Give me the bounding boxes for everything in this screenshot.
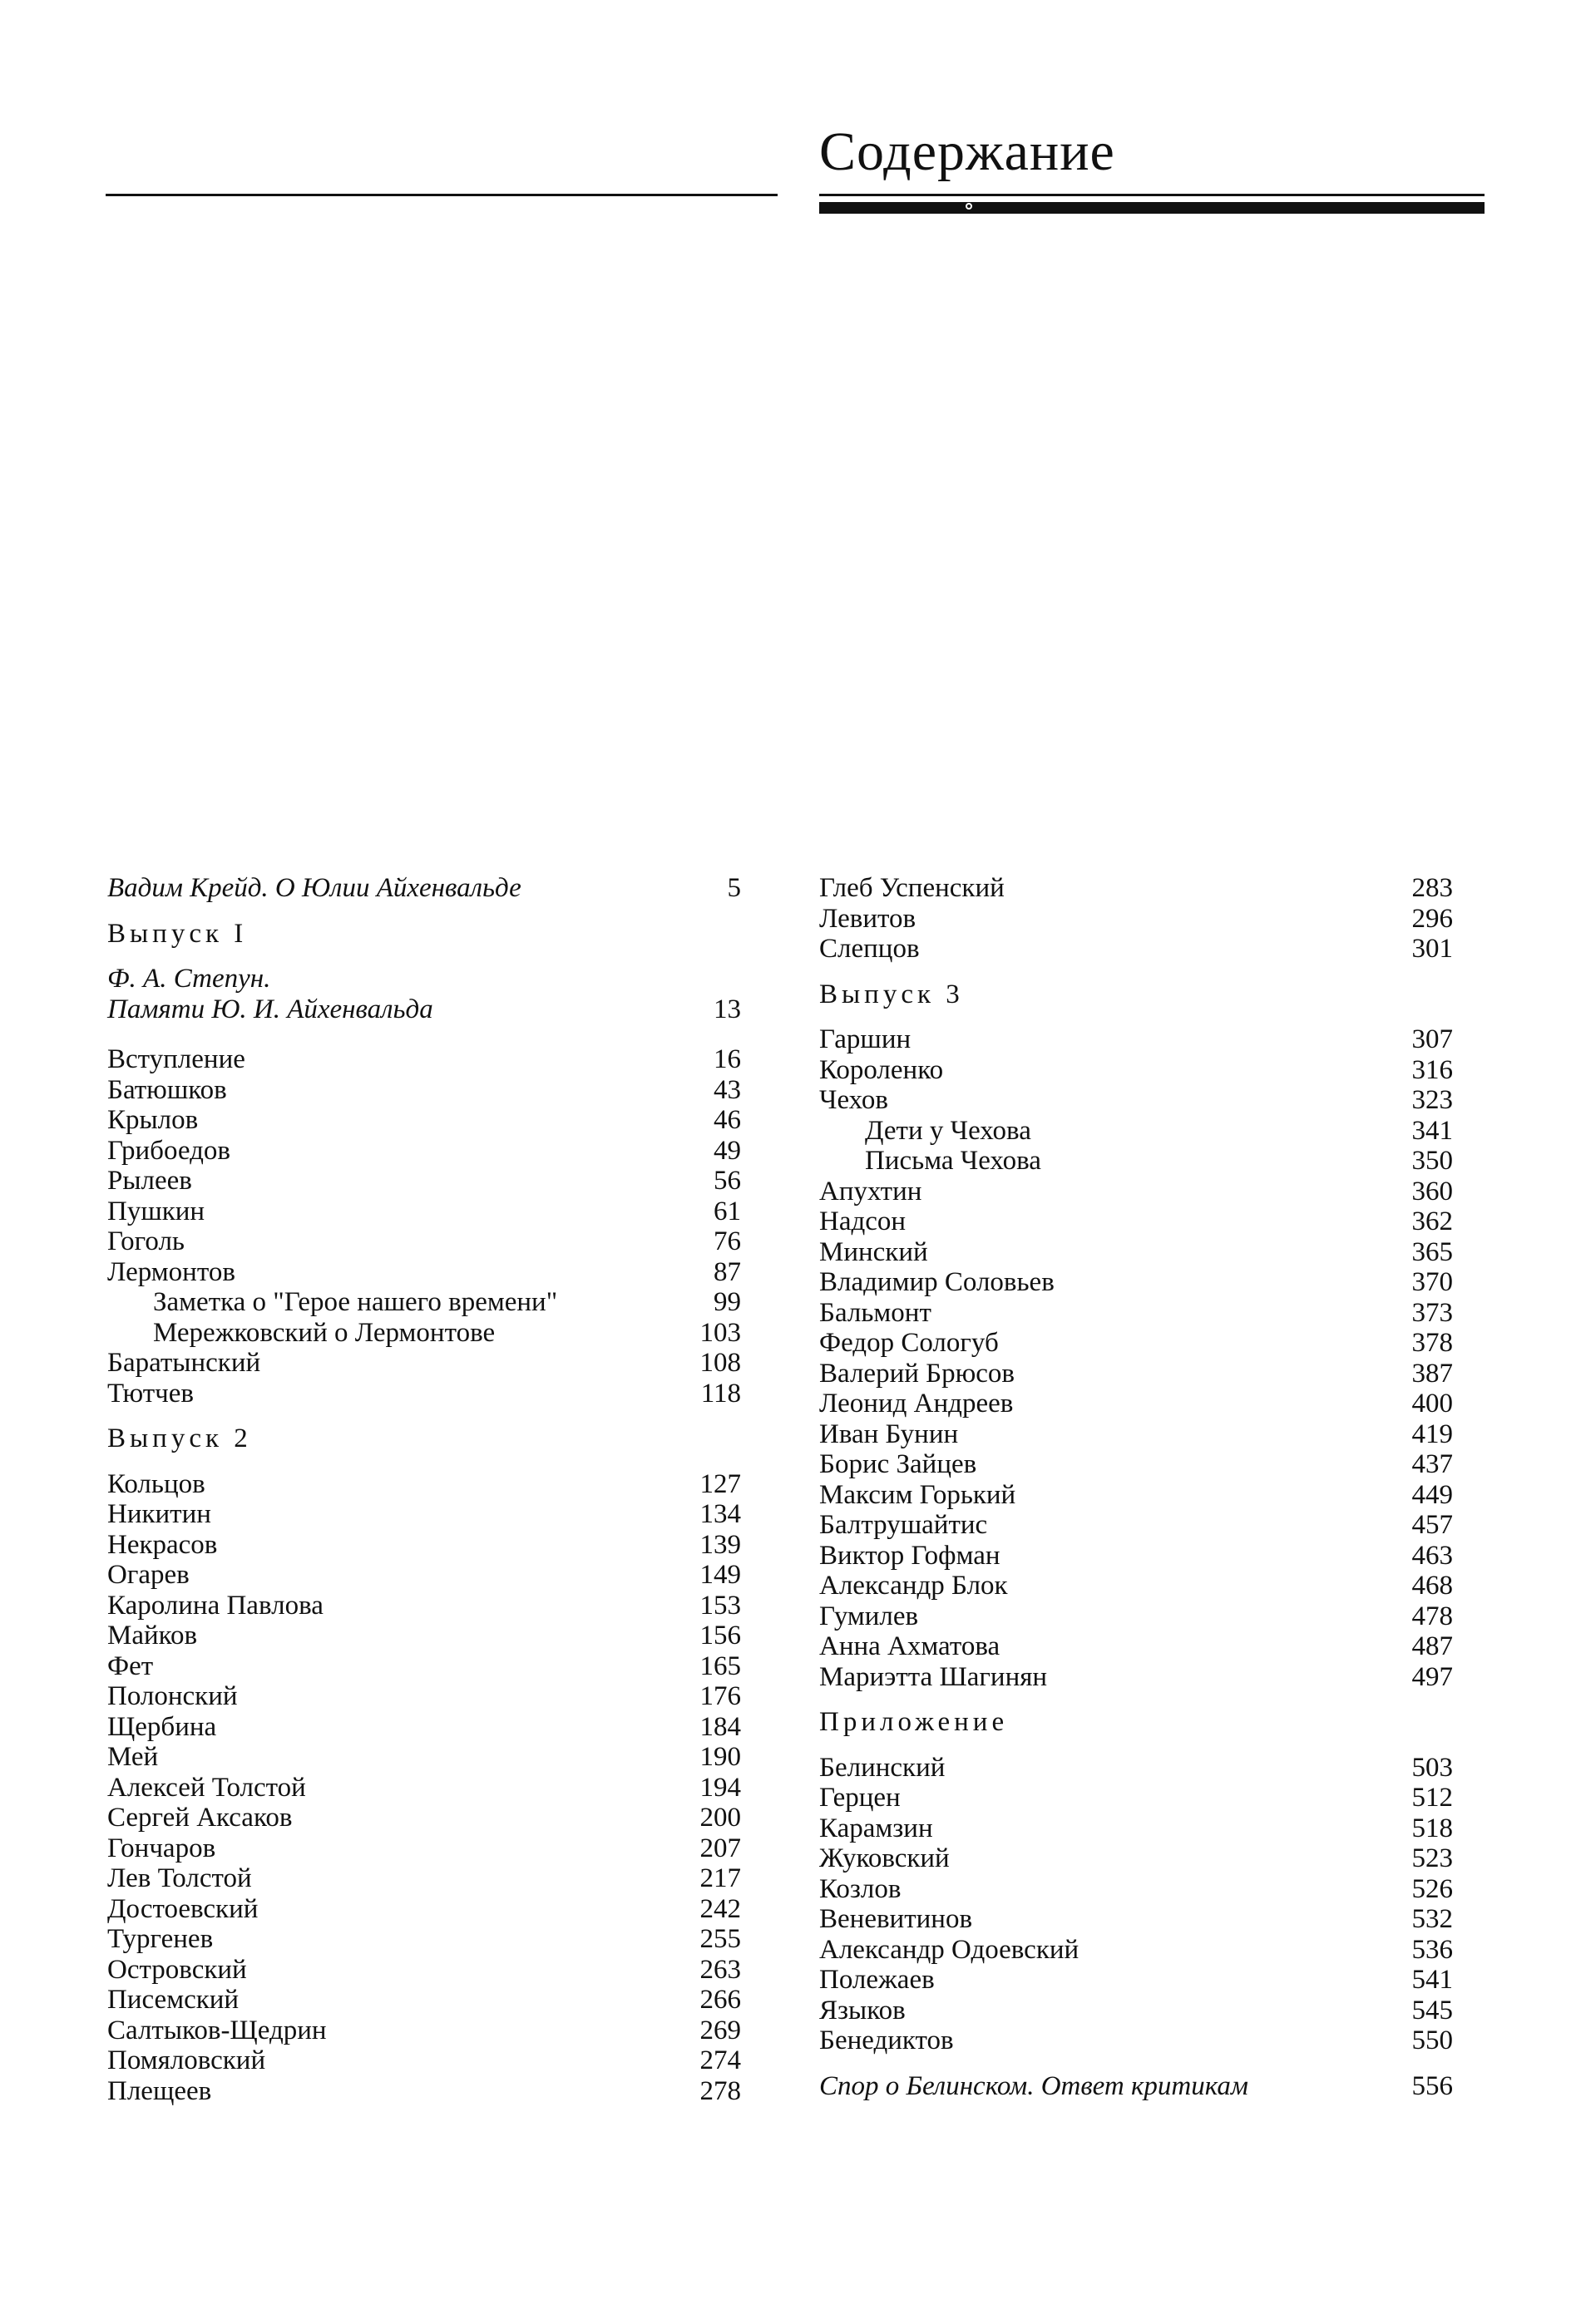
toc-entry-title: Надсон (819, 1206, 907, 1236)
toc-entry[interactable] (107, 1136, 741, 1167)
toc-entry-page: 503 (1411, 1752, 1453, 1783)
toc-entry-title: Огарев (107, 1560, 190, 1590)
toc-entry-page: 316 (1411, 1054, 1453, 1085)
toc-column-left (107, 873, 741, 2106)
toc-entry-page: 556 (1411, 2070, 1453, 2101)
toc-entry-title: Герцен (819, 1783, 901, 1813)
toc-entry[interactable] (819, 1965, 1453, 1996)
toc-entry[interactable] (819, 1631, 1453, 1662)
toc-entry-title: Иван Бунин (819, 1419, 959, 1449)
toc-entry-page: 156 (699, 1621, 741, 1650)
toc-entry-title: Вступление (107, 1044, 245, 1074)
toc-entry-page: 373 (1411, 1297, 1453, 1328)
header-rule-left (106, 194, 778, 196)
toc-entry[interactable] (107, 1894, 741, 1925)
toc-entry-title: Гумилев (819, 1601, 919, 1631)
section-heading-3: Выпуск 3 (819, 979, 964, 1009)
toc-entry-page: 61 (714, 1196, 741, 1226)
toc-entry-page: 463 (1411, 1540, 1453, 1571)
toc-entry-page: 13 (714, 994, 741, 1024)
toc-entry-title: Короленко (819, 1054, 944, 1085)
toc-entry[interactable] (107, 1803, 741, 1833)
toc-entry[interactable] (107, 1318, 741, 1349)
toc-entry-title: Левитов (819, 903, 916, 934)
toc-entry-title: Баратынский (107, 1348, 261, 1378)
toc-entry-page: 487 (1411, 1631, 1453, 1661)
toc-entry-page: 266 (699, 1985, 741, 2015)
toc-entry-title: Крылов (107, 1105, 199, 1135)
toc-entry-page: 350 (1411, 1146, 1453, 1176)
toc-entry[interactable] (819, 1267, 1453, 1298)
toc-entry-title: Никитин (107, 1499, 211, 1529)
toc-entry[interactable] (107, 2076, 741, 2107)
toc-entry-title: Салтыков-Щедрин (107, 2015, 327, 2045)
toc-entry-page: 536 (1411, 1934, 1453, 1965)
toc-entry-page: 127 (699, 1468, 741, 1499)
toc-entry-memorial[interactable] (107, 994, 741, 1025)
toc-entry-page: 365 (1411, 1236, 1453, 1267)
toc-entry-title: Алексей Толстой (107, 1772, 306, 1803)
toc-entry-title: Козлов (819, 1873, 902, 1904)
toc-entry-page: 278 (699, 2075, 741, 2106)
toc-list-section-1 (107, 1044, 741, 1409)
toc-entry-title: Каролина Павлова (107, 1590, 324, 1621)
toc-entry[interactable] (819, 1904, 1453, 1935)
toc-entry-page: 263 (699, 1954, 741, 1985)
toc-entry[interactable] (819, 1449, 1453, 1480)
toc-entry[interactable] (107, 1591, 741, 1621)
toc-entry-title: Белинский (819, 1752, 946, 1783)
toc-entry[interactable] (819, 2025, 1453, 2056)
toc-entry[interactable] (107, 1560, 741, 1591)
toc-entry-title: Грибоедов (107, 1135, 230, 1166)
toc-entry[interactable] (107, 1833, 741, 1864)
toc-entry-page: 457 (1411, 1510, 1453, 1540)
toc-entry-title: Лермонтов (107, 1256, 235, 1287)
toc-entry-title: Гаршин (819, 1024, 912, 1054)
toc-entry[interactable] (819, 1116, 1453, 1147)
toc-entry-title: Вадим Крейд. О Юлии Айхенвальде (107, 873, 521, 903)
toc-entry[interactable] (107, 1226, 741, 1257)
toc-entry-title: Батюшков (107, 1074, 227, 1105)
toc-list-section-2 (107, 1469, 741, 2107)
toc-entry-title: Анна Ахматова (819, 1631, 1000, 1661)
toc-entry-title: Фет (107, 1650, 154, 1681)
toc-entry-page: 139 (699, 1529, 741, 1560)
toc-entry[interactable] (819, 1510, 1453, 1541)
toc-entry-page: 400 (1411, 1389, 1453, 1419)
toc-entry[interactable] (107, 1651, 741, 1682)
toc-entry[interactable] (107, 2045, 741, 2076)
toc-entry-title: Памяти Ю. И. Айхенвальда (107, 994, 433, 1024)
toc-entry[interactable] (819, 1571, 1453, 1601)
toc-entry-title: Островский (107, 1954, 247, 1985)
toc-entry-title: Виктор Гофман (819, 1540, 1000, 1571)
toc-entry[interactable] (107, 1257, 741, 1288)
toc-entry-page: 550 (1411, 2025, 1453, 2055)
toc-entry-page: 43 (714, 1074, 741, 1105)
toc-entry-title: Александр Блок (819, 1571, 1008, 1601)
toc-entry[interactable] (819, 1753, 1453, 1784)
toc-entry-title: Мережковский о Лермонтове (153, 1317, 496, 1348)
toc-entry-page: 207 (699, 1833, 741, 1863)
toc-entry-title: Заметка о "Герое нашего времени" (153, 1287, 558, 1317)
toc-entry[interactable] (819, 1601, 1453, 1632)
toc-entry[interactable] (819, 1024, 1453, 1055)
toc-entry-title: Федор Сологуб (819, 1328, 999, 1358)
toc-entry[interactable] (107, 1379, 741, 1409)
toc-entry-page: 545 (1411, 1995, 1453, 2025)
toc-entry-title: Полежаев (819, 1965, 935, 1995)
toc-entry-title: Гончаров (107, 1833, 216, 1863)
toc-entry[interactable] (819, 1843, 1453, 1874)
toc-entry-title: Пушкин (107, 1196, 205, 1226)
toc-entry[interactable] (819, 934, 1453, 965)
page-title: Содержание (819, 121, 1115, 182)
toc-entry-page: 449 (1411, 1479, 1453, 1510)
toc-entry[interactable] (819, 1541, 1453, 1572)
toc-entry-page: 541 (1411, 1965, 1453, 1995)
toc-entry-title: Тургенев (107, 1924, 214, 1954)
toc-entry-page: 468 (1411, 1571, 1453, 1601)
toc-entry[interactable] (107, 1681, 741, 1712)
toc-entry-title: Владимир Соловьев (819, 1267, 1055, 1297)
toc-entry-page: 46 (714, 1105, 741, 1135)
toc-entry-title: Александр Одоевский (819, 1934, 1079, 1965)
toc-entry[interactable] (107, 1469, 741, 1500)
toc-entry-title: Писемский (107, 1985, 240, 2015)
toc-entry-page: 5 (727, 873, 741, 903)
toc-entry-page: 419 (1411, 1419, 1453, 1449)
toc-entry[interactable] (107, 1044, 741, 1075)
toc-entry[interactable] (819, 1359, 1453, 1389)
toc-entry-page: 76 (714, 1226, 741, 1256)
toc-entry[interactable] (107, 1742, 741, 1773)
toc-entry-title: Языков (819, 1995, 906, 2025)
toc-entry-title: Бальмонт (819, 1297, 931, 1328)
toc-entry-page: 149 (699, 1560, 741, 1590)
toc-entry[interactable] (819, 1935, 1453, 1966)
toc-entry-page: 378 (1411, 1328, 1453, 1358)
toc-entry-page: 370 (1411, 1267, 1453, 1297)
toc-entry-title: Майков (107, 1621, 198, 1650)
toc-entry-title: Ф. А. Степун. (107, 964, 271, 994)
toc-entry-title: Мей (107, 1742, 159, 1772)
toc-entry-title: Максим Горький (819, 1479, 1016, 1510)
toc-entry[interactable] (107, 1985, 741, 2016)
toc-entry-page: 255 (699, 1924, 741, 1954)
toc-entry-page: 274 (699, 2045, 741, 2075)
header-rule-thin (819, 194, 1485, 196)
toc-entry-title: Мариэтта Шагинян (819, 1661, 1048, 1692)
toc-entry-page: 532 (1411, 1904, 1453, 1934)
toc-entry[interactable] (819, 873, 1453, 904)
toc-entry-page: 194 (699, 1772, 741, 1803)
toc-entry-page: 190 (699, 1742, 741, 1772)
toc-entry[interactable] (107, 1773, 741, 1803)
toc-entry[interactable] (819, 1996, 1453, 2026)
toc-entry-title: Плещеев (107, 2075, 212, 2106)
toc-entry-page: 283 (1411, 873, 1453, 903)
toc-entry-title: Минский (819, 1236, 928, 1267)
toc-entry-title: Леонид Андреев (819, 1389, 1014, 1419)
toc-entry[interactable] (107, 1621, 741, 1651)
section-heading-1: Выпуск I (107, 918, 248, 949)
toc-entry-page: 217 (699, 1863, 741, 1893)
toc-entry-page: 134 (699, 1499, 741, 1529)
toc-entry-page: 184 (699, 1711, 741, 1742)
toc-entry-title: Письма Чехова (865, 1146, 1041, 1176)
toc-entry[interactable] (819, 1480, 1453, 1511)
toc-entry-title: Кольцов (107, 1468, 205, 1499)
toc-list-continued (819, 873, 1453, 965)
toc-entry-title: Щербина (107, 1711, 217, 1742)
toc-entry[interactable] (107, 1712, 741, 1743)
toc-entry-page: 200 (699, 1803, 741, 1833)
section-heading-2: Выпуск 2 (107, 1424, 252, 1453)
toc-entry-title: Глеб Успенский (819, 873, 1005, 903)
toc-entry[interactable] (819, 1177, 1453, 1207)
toc-entry-page: 323 (1411, 1085, 1453, 1115)
toc-entry-page: 176 (699, 1681, 741, 1711)
toc-entry-page: 437 (1411, 1449, 1453, 1479)
toc-entry[interactable] (819, 1298, 1453, 1329)
toc-entry-title: Борис Зайцев (819, 1449, 977, 1479)
toc-entry-title: Рылеев (107, 1166, 192, 1196)
toc-entry[interactable] (819, 1237, 1453, 1268)
toc-entry[interactable] (107, 1924, 741, 1955)
toc-entry-page: 518 (1411, 1813, 1453, 1843)
toc-entry[interactable] (107, 1166, 741, 1197)
toc-entry[interactable] (107, 1287, 741, 1318)
toc-entry-page: 56 (714, 1166, 741, 1196)
toc-entry-title: Некрасов (107, 1529, 218, 1560)
toc-entry[interactable] (819, 1813, 1453, 1844)
toc-entry-title: Бенедиктов (819, 2025, 954, 2055)
toc-entry-page: 103 (699, 1317, 741, 1348)
toc-entry-title: Дети у Чехова (865, 1115, 1031, 1146)
toc-list-appendix (819, 1753, 1453, 2056)
toc-entry[interactable] (819, 904, 1453, 935)
toc-entry-title: Достоевский (107, 1893, 259, 1924)
toc-entry-page: 108 (699, 1348, 741, 1378)
toc-entry-title: Тютчев (107, 1378, 194, 1409)
toc-entry-page: 341 (1411, 1115, 1453, 1146)
toc-entry[interactable] (819, 1328, 1453, 1359)
header-rule-ornament (966, 203, 972, 210)
toc-list-section-3 (819, 1024, 1453, 1692)
toc-column-right (819, 873, 1453, 2101)
toc-entry-intro[interactable] (107, 873, 741, 904)
toc-entry-title: Слепцов (819, 934, 920, 964)
header-rule-thick (819, 202, 1485, 214)
toc-entry-title: Балтрушайтис (819, 1510, 988, 1540)
toc-entry-page: 296 (1411, 903, 1453, 934)
toc-entry-title: Чехов (819, 1085, 888, 1115)
toc-entry-title: Сергей Аксаков (107, 1803, 293, 1833)
toc-entry-page: 99 (714, 1287, 741, 1317)
toc-entry-page: 362 (1411, 1206, 1453, 1236)
toc-entry[interactable] (107, 1348, 741, 1379)
toc-entry-page: 87 (714, 1256, 741, 1287)
toc-entry[interactable] (107, 1955, 741, 1986)
toc-entry-page: 307 (1411, 1024, 1453, 1054)
toc-entry-title: Апухтин (819, 1176, 922, 1206)
toc-entry-title: Карамзин (819, 1813, 933, 1843)
toc-entry-page: 16 (714, 1044, 741, 1074)
toc-entry-page: 49 (714, 1135, 741, 1166)
toc-entry-title: Лев Толстой (107, 1863, 252, 1893)
toc-entry-closing[interactable] (819, 2071, 1453, 2102)
toc-entry-page: 165 (699, 1650, 741, 1681)
toc-entry-page: 512 (1411, 1783, 1453, 1813)
toc-entry-page: 497 (1411, 1661, 1453, 1692)
toc-entry[interactable] (107, 1499, 741, 1530)
toc-entry[interactable] (819, 1146, 1453, 1177)
toc-entry-page: 269 (699, 2015, 741, 2045)
toc-entry-title: Веневитинов (819, 1904, 973, 1934)
toc-entry[interactable] (819, 1783, 1453, 1813)
toc-entry-page: 478 (1411, 1601, 1453, 1631)
toc-entry-title: Помяловский (107, 2045, 266, 2075)
toc-entry-page: 360 (1411, 1176, 1453, 1206)
toc-entry[interactable] (819, 1662, 1453, 1693)
toc-entry[interactable] (819, 1874, 1453, 1905)
toc-entry-title: Валерий Брюсов (819, 1358, 1015, 1389)
toc-entry-memorial-line1[interactable] (107, 964, 741, 994)
section-heading-appendix: Приложение (819, 1707, 1009, 1737)
toc-entry[interactable] (107, 2016, 741, 2046)
toc-entry[interactable] (819, 1389, 1453, 1419)
toc-entry[interactable] (107, 1197, 741, 1227)
toc-entry-page: 526 (1411, 1873, 1453, 1904)
toc-entry[interactable] (819, 1085, 1453, 1116)
toc-entry-title: Спор о Белинском. Ответ критикам (819, 2070, 1248, 2101)
toc-entry-page: 301 (1411, 934, 1453, 964)
toc-entry-title: Жуковский (819, 1843, 950, 1873)
toc-entry[interactable] (819, 1419, 1453, 1450)
toc-entry[interactable] (107, 1530, 741, 1561)
toc-entry-page: 523 (1411, 1843, 1453, 1873)
toc-entry-page: 118 (700, 1378, 741, 1409)
toc-entry[interactable] (107, 1075, 741, 1106)
toc-entry[interactable] (107, 1105, 741, 1136)
toc-entry[interactable] (107, 1863, 741, 1894)
toc-entry-page: 242 (699, 1893, 741, 1924)
toc-entry[interactable] (819, 1206, 1453, 1237)
toc-entry-page: 387 (1411, 1358, 1453, 1389)
toc-entry[interactable] (819, 1055, 1453, 1086)
toc-entry-page: 153 (699, 1590, 741, 1621)
toc-entry-title: Гоголь (107, 1226, 185, 1256)
toc-entry-title: Полонский (107, 1681, 238, 1711)
